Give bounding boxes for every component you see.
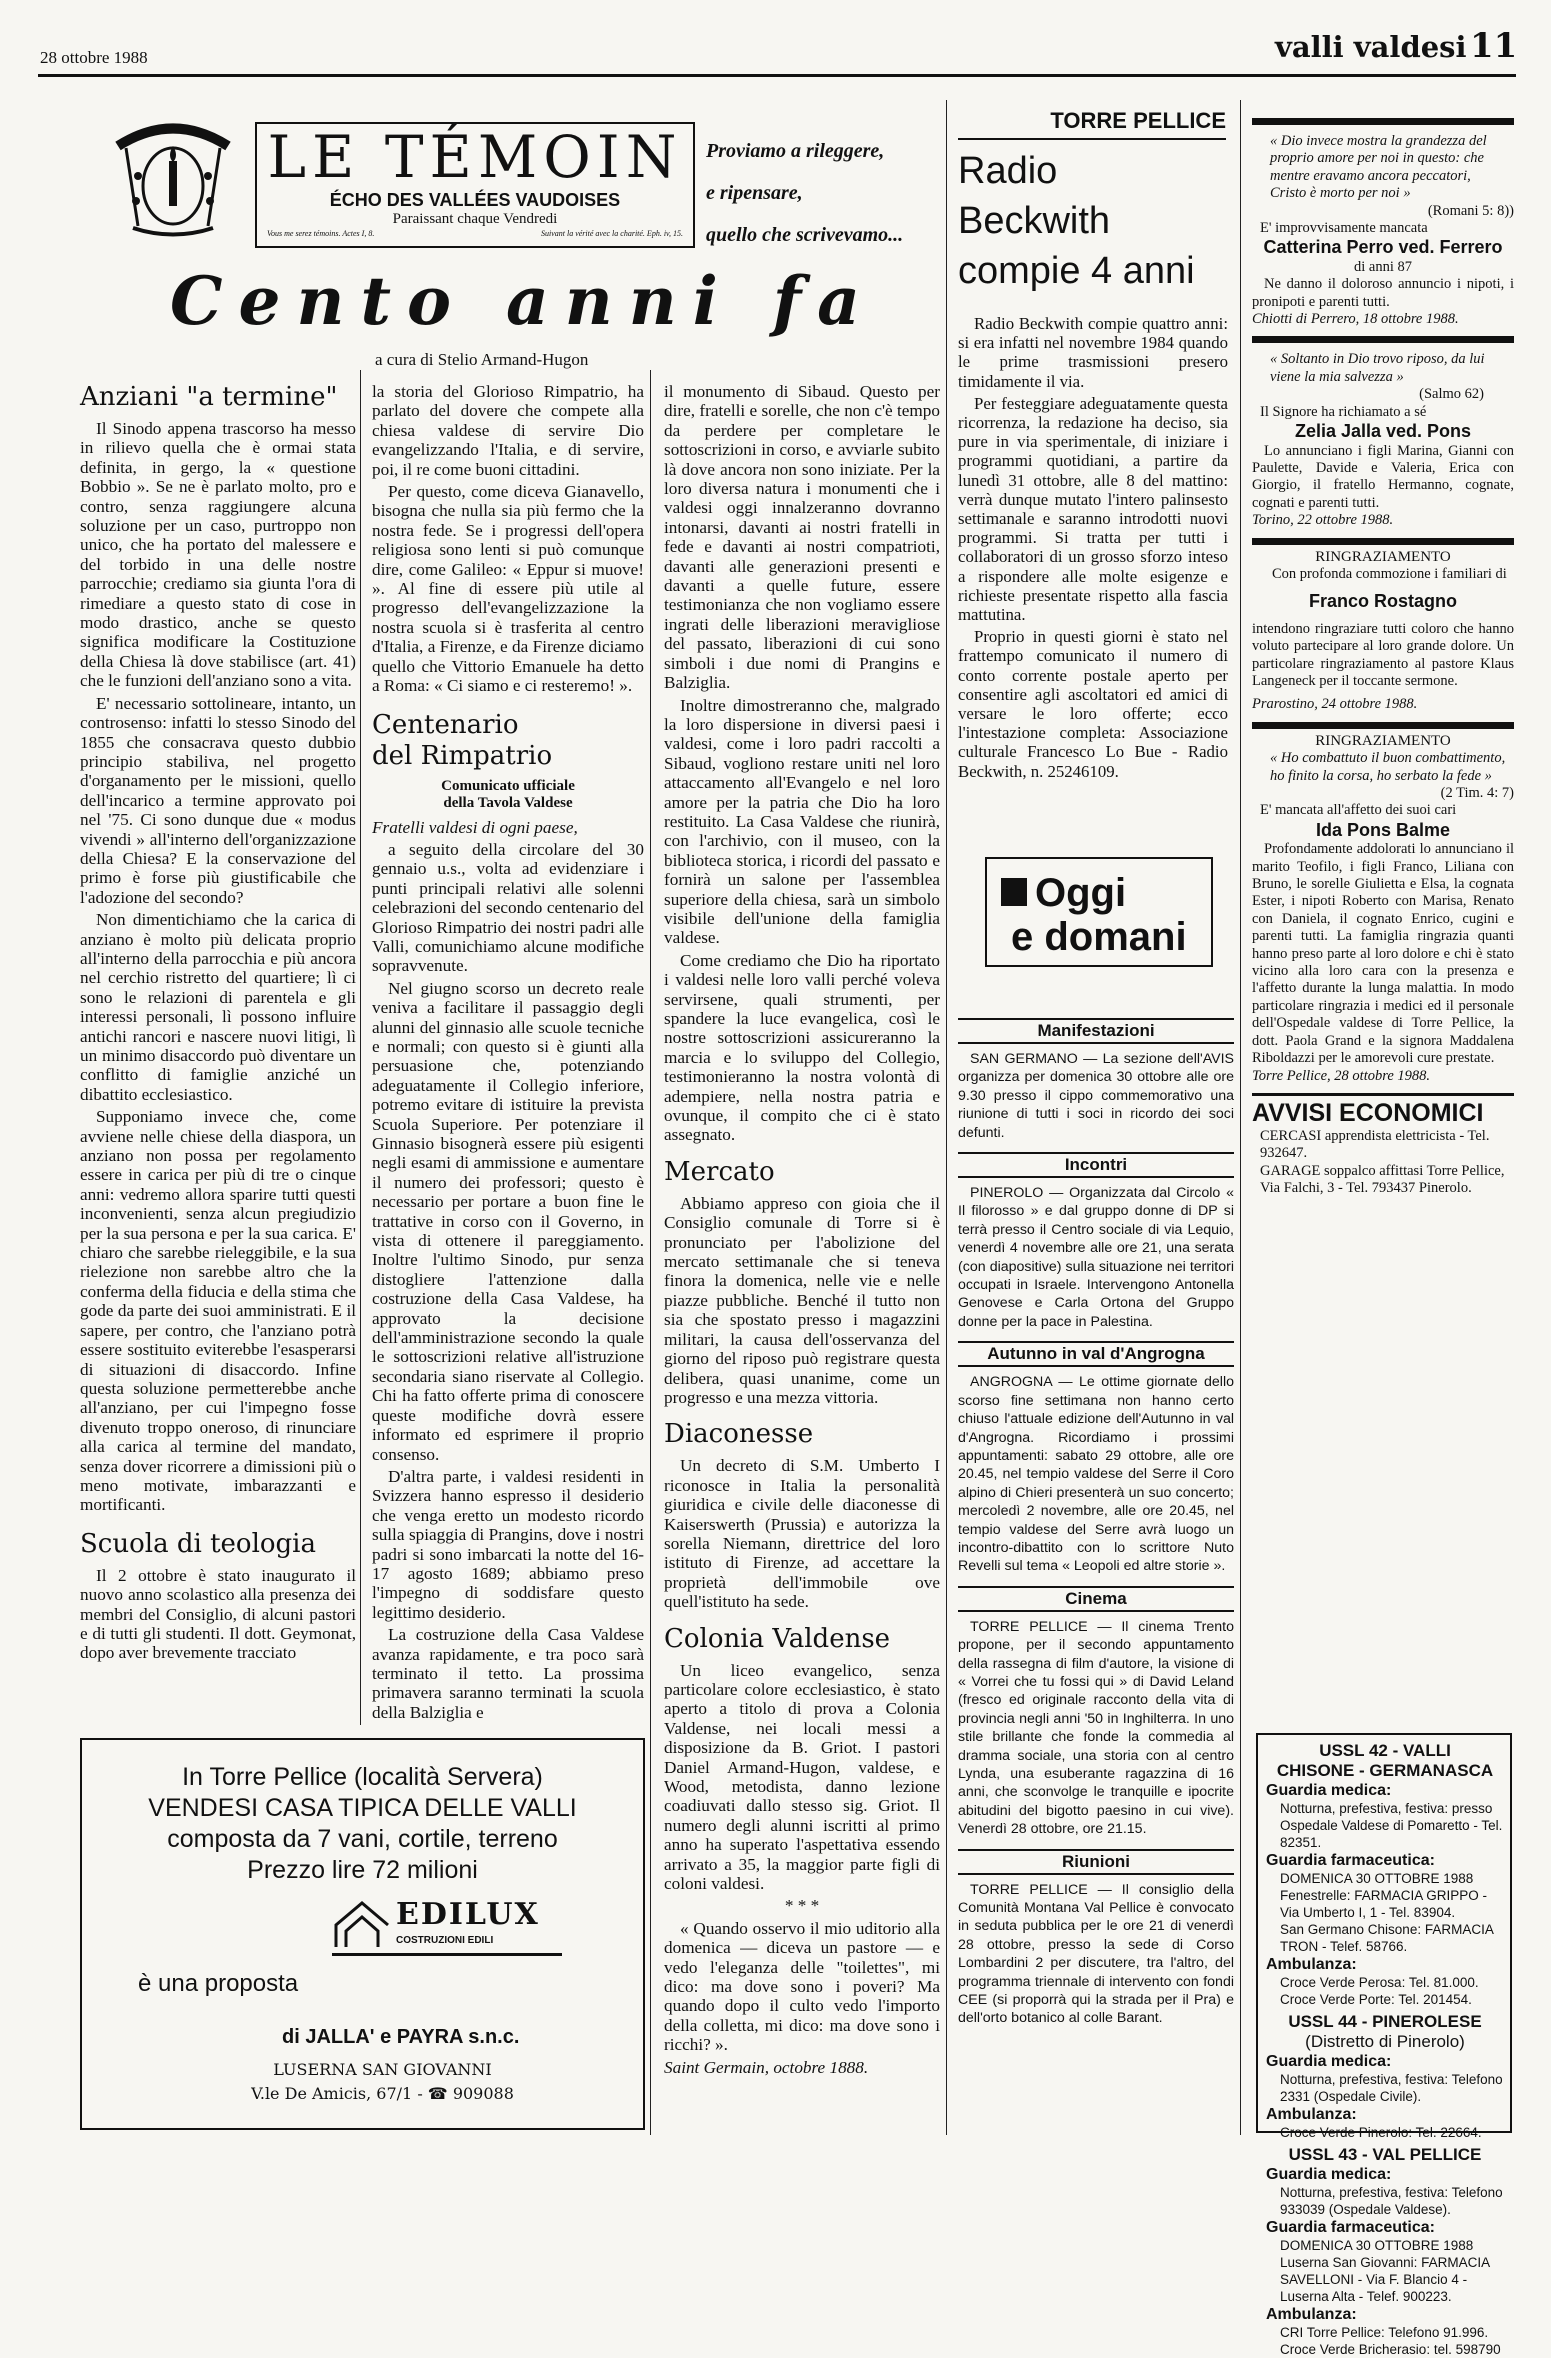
oggi-domani-box [985,857,1213,967]
service-line: Croce Verde Perosa: Tel. 81.000. [1280,1975,1479,1990]
motto-line: Proviamo a rileggere, [706,140,885,162]
event-text [958,1184,1234,1331]
column-4 [958,108,1228,781]
ussl-44-title [1266,2012,1504,2052]
issue-date: 28 ottobre 1988 [40,48,148,67]
service-line: Croce Verde Bricherasio: tel. 598790 [1280,2342,1501,2357]
column-rule [650,370,651,2135]
paragraph: Un liceo evangelico, senza particolare colore ecclesiastico, è stato aperto a titolo di prova a Colonia Valdense, nei locali messi a disposizione da B. Griot. I pastori Daniel Armand-Hugon, valdese, e Wood, metodista, danno lezione coadiuvati dallo stesso sig. Griot. Il numero degli alunni iscritti al primo anno ha superato l'aspettativa essendo arrivato a 35, la maggior parte figli di coloni valdesi. [664,1660,940,1894]
paragraph: ANGROGNA — Le ottime giornate dello scorso fine settimana non hanno certo chiuso l'attuale edizione dell'Autunno in val d'Angrogna. Ricordiamo i prossimi appuntamenti: sabato 29 ottobre, alle ore 20.45, nel tempio valdese del Serre il Coro alpino di Chieri presenterà un suo concerto; mercoledì 2 novembre, alle ore 20.45, nel tempio valdese del Serre avrà luogo un incontro-dibattito con lo scrittore Nuto Revelli sul tema « Leopoli ed altre storie ». [958,1374,1234,1575]
edilux-logo [332,1895,562,1965]
verse: « Ho combattuto il buon combattimento, ho finito la corsa, ho serbato la fede » [1270,750,1506,784]
ussl-42-list [1266,1781,1504,2008]
ad-line: VENDESI CASA TIPICA DELLE VALLI [148,1794,577,1822]
event-text [958,1881,1234,2028]
radio-headline [958,146,1226,296]
paragraph: Un decreto di S.M. Umberto I riconosce in Italia la personalità giuridica e civile delle diaconesse di Kaiserswerth (Prussia) e autorizza la sorella Niemann, direttrice del loro istituto di Firenze, ad accettare la proprietà dell'immobile ove quell'istituto ha sede. [664,1456,940,1612]
paragraph: Nel giugno scorso un decreto reale veniva a facilitare il passaggio degli alunni del ginnasio alle scuole tecniche e normali; con questo si è giunti alla persuasione che, potenziando adeguatamente il Collegio inferiore, potremo evitare di istituire la prevista Scuola Superiore. Per potenziare il Ginnasio bisognerà essere più esigenti negli esami di ammissione e aumentare il numero dei professori; questo è necessario per portare a buon fine le trattative in corso con il Governo, in vista di ottenere il pareggiamento. Inoltre l'ultimo Sinodo, pur senza distogliere l'attenzione dalla costruzione della Casa Valdese, ha approvato la decisione dell'amministrazione secondo la quale le sottoscrizioni relative all'istruzione secondaria siano riservate al Collegio. Chi ha fatto offerte prima di conoscere queste modifiche dovrà essere informato ed esprimere il proprio consenso. [372,978,644,1464]
paragraph: Per questo, come diceva Gianavello, bisogna che nulla sia più fermo che la nostra fede. Se i progressi dell'opera religiosa sono lenti si può comunque dire, come Galileo: « Eppur si muove! ». Al fine di essere più utile al progresso dell'evangelizzazione la nostra scuola si è trasferita al centro d'Italia, a Firenze, e da Firenze diciamo quello che Vittorio Emanuele ha detto a Roma: « Ci siamo e ci resteremo! ». [372,482,644,696]
headline-line: compie 4 anni [958,250,1195,292]
masthead-motto-left: Vous me serez témoins. Actes I, 8. [267,229,375,238]
paragraph: TORRE PELLICE — Il cinema Trento propone, per il secondo appuntamento della rassegna di film d'autore, la visione di « Vorrei che tu fossi qui » di David Leland (fresco ed originale racconto della vita di provincia negli anni '50 in Inghilterra. In uno stile brillante che fonde la commedia al dramma sociale, una storia con al centro Lynda, una esuberante ragazzina di 16 anni, che sconvolge le tranquille e ipocrite abitudini del bigotto paesino in cui vive). Venerdì 28 ottobre, ore 21.15. [958,1618,1234,1838]
ad-line: composta da 7 vani, cortile, terreno [167,1825,558,1853]
service-label: Ambulanza: [1266,2306,1357,2323]
paragraph: Il Sinodo appena trascorso ha messo in rilievo quella che è ormai stata definita, in gergo, la « questione Bobbio ». Se ne è parlato molto, pro e contro, senza raggiungere alcuna soluzione per un caso, purtroppo non unico, che ha portato del malessere e del torbido in una delle nostre parrocchie; crediamo sia giunta l'ora di rimediare a questo stato di cose in modo drastico, anche se questo significa modificare la Costituzione della Chiesa là dove stabilisce (art. 41) che le funzioni dell'anziano sono a vita. [80,419,356,691]
service-line: DOMENICA 30 OTTOBRE 1988 [1280,1871,1474,1886]
house-ad [80,1738,645,2130]
column-rule [1240,100,1241,2135]
ad-address: V.le De Amicis, 67/1 - ☎ 909088 [251,2084,514,2103]
ussl-42-title [1266,1741,1504,1781]
column-3 [664,382,940,2132]
radio-article [958,314,1228,781]
paragraph: TORRE PELLICE — Il consiglio della Comunità Montana Val Pellice è convocato in seduta pubblica per le ore 21 di venerdì 28 ottobre, presso la sede di Corso Lombardini 2 per discutere, tra l'altro, del programma triennale di intervento con fondi CEE (si proporrà qui la strada per il Pra) e dell'orto botanico al colle Barant. [958,1881,1234,2027]
notice-text: Lo annunciano i figli Marina, Gianni con Paulette, Davide e Valeria, Erica con Giorgio, il fratello Hermanno, cognate, cognati e parenti tutti. [1252,442,1514,511]
heading-diaconesse: Diaconesse [664,1419,814,1450]
paragraph: La costruzione della Casa Valdese avanza rapidamente, e tra poco sarà terminato il tetto. La prossima primavera saranno terminati la scuola della Balziglia e [372,1625,644,1722]
ad-line: In Torre Pellice (località Servera) [182,1763,543,1791]
service-label: Guardia medica: [1266,2166,1392,2183]
paragraph: E' necessario sottolineare, intanto, un controsenso: infatti lo stesso Sinodo del 1855 che consacrava questo dubbio principio stabiliva, nel progetto d'organamento per le missioni, quello dell'incarico a termine approvato poi nel '75. Ci sono dunque due « modus vivendi » all'interno dell'organizzazione della Chiesa? E la conservazione del primo è forse più giustificabile che l'adozione del secondo? [80,693,356,907]
column-2 [372,382,644,1727]
masthead-subtitle: ÉCHO DES VALLÉES VAUDOISES [329,190,621,210]
heading-centenario [372,710,644,772]
obituary-name: Franco Rostagno [1308,591,1457,612]
ad-price: Prezzo lire 72 milioni [247,1856,478,1884]
masthead-title-box [255,122,695,248]
logo-rule [332,1953,562,1956]
service-line: DOMENICA 30 OTTOBRE 1988 [1280,2238,1474,2253]
masthead-motto-right: Suivant la vérité avec la charité. Eph. iv, 15. [540,229,683,238]
paragraph: Supponiamo invece che, come avviene nelle chiese della diaspora, un anziano non possa per regolamento essere in carica per più di tre o cinque anni: vedremo allora sparire tutti questi inconvenienti, senza alcun pregiudizio per la sua persona e per la sua carica. E' chiaro che sarebbe rieleggibile, e la sua rielezione non sarebbe altro che la conferma della fiducia e della stima che gode da parte dei suoi amministrati. E il sapere, per contro, che l'anziano potrà essere sostituito eviterebbe l'esasperarsi di situazioni di disaccordo. Infine questa soluzione permetterebbe anche all'anziano, per cui l'impegno fosse divenuto troppo oneroso, di rinunciare alla carica al termine del mandato, senza dover ricorrere a dimissioni più o meno motivate, imbarazzanti e mortificanti. [80,1107,356,1515]
headline-line: Beckwith [958,200,1111,242]
separator-stars: * * * [784,1896,820,1916]
heading-line: Centenario [372,709,519,740]
verse-ref: (Romani 5: 8)) [1427,202,1514,219]
events-list [958,1018,1234,2030]
ad-company: di JALLA' e PAYRA s.n.c. [282,2026,520,2048]
section-incontri: Incontri [958,1152,1234,1178]
brand-name: EDILUX [396,1897,540,1932]
paragraph: PINEROLO — Organizzata dal Circolo « Il filorosso » e dal gruppo donne di DP si terrà presso il Centro sociale di via Lequio, venerdì 4 novembre alle ore 21, una serata (con diapositive) sulla situazione nei territori occupati in Israele. Intervengono Antonella Genovese e Carla Ortona del Gruppo donne per la pace in Palestina. [958,1185,1234,1330]
ussl-title-line: CHISONE - GERMANASCA [1276,1761,1494,1780]
paragraph: Il 2 ottobre è stato inaugurato il nuovo anno scolastico alla presenza dei membri del Consiglio, di alcuni pastori e di tutti gli studenti. Il dott. Geymonat, dopo aver brevemente tracciato [80,1565,356,1663]
ussl-43-title [1266,2145,1504,2165]
paragraph: Radio Beckwith compie quattro anni: si era infatti nel novembre 1984 quando le prime trasmissioni presero timidamente il via. [958,314,1228,391]
heading-line: del Rimpatrio [372,740,553,771]
paragraph: il monumento di Sibaud. Questo per dire, fratelli e sorelle, che non c'è tempo da perdere per completare le sottoscrizioni in corso, e avviarle subito là dove ancora non sono iniziate. Per la loro diversa natura i monumenti che i valdesi oggi innalzeranno dovranno intonarsi, davanti ai nostri fratelli in fede e davanti ai nostri compatrioti, davanti alle generazioni presenti e davanti a quelle future, essere testimonianza che non vogliamo essere ingrati delle liberazioni meravigliose del passato, liberazioni di cui sono simboli i due nomi di Prangins e Balziglia. [664,382,940,693]
ussl-title-line: USSL 44 - PINEROLESE [1288,2012,1482,2031]
comunicato-line: della Tavola Valdese [443,794,573,811]
motto-line: quello che scrivevamo... [706,224,904,246]
masthead-motto [706,130,956,256]
event-text [958,1050,1234,1142]
notice-place: Torino, 22 ottobre 1988. [1252,512,1394,529]
ad-town: LUSERNA SAN GIOVANNI [273,2060,492,2079]
headline-line: Radio [958,150,1058,192]
oggi-line: Oggi [1035,871,1127,915]
paragraph: « Quando osservo il mio uditorio alla domenica — diceva un pastore — e vedo l'eleganza delle "toilettes", mi dico: ma dove sono i poveri? Ma quando dopo il culto vedo l'importo della colletta, mi dico: ma dove sono i ricchi? ». [664,1918,940,2055]
comunicato [372,778,644,812]
service-line: San Germano Chisone: FARMACIA TRON - Telef. 58766. [1280,1922,1494,1954]
notice-text: Profondamente addolorati lo annunciano il marito Teofilo, i figli Franco, Liliana con Bruno, le sorelle Giulietta e Elsa, la cognata Ester, i nipoti Roberto con Marisa, Renato con Daniela, il cognato Enrico, cugini e parenti tutti. La famiglia ringrazia quanti hanno preso parte al loro dolore e chi è stato vicino alla loro cara con la presenza e l'affetto durante la lunga malattia. In modo particolare ringrazia i medici ed il personale dell'Ospedale valdese di Torre Pellice, la dott. Paola Grand e la signora Maddalena Riboldazzi per le amorevoli cure prestate. [1252,841,1514,1067]
ussl-title-line: (Distretto di Pinerolo) [1305,2032,1465,2051]
section-manifestazioni: Manifestazioni [958,1018,1234,1044]
service-line: Croce Verde Porte: Tel. 201454. [1280,1992,1472,2007]
thanks-heading: RINGRAZIAMENTO [1315,732,1451,749]
notice-bar [1252,538,1514,545]
page-number: 11 [1470,26,1518,66]
notice-place: Chiotti di Perrero, 18 ottobre 1988. [1252,311,1459,328]
notice-text: intendono ringraziare tutti coloro che hanno voluto partecipare al loro grande dolore. Un particolare ringraziamento al pastore Klaus Langeneck per il toccante sermone. [1252,620,1514,689]
notice-place: Torre Pellice, 28 ottobre 1988. [1252,1067,1431,1084]
paragraph: Non dimentichiamo che la carica di anziano è molto più delicata proprio all'interno della parrocchia e più ancora nel cerchio ristretto del quartiere; lì ci sono le relazioni di parentela e gli interessi personali, lì possono influire antichi rancori e nascere nuovi litigi, lì un minimo disaccordo può diventare un conflitto di famiglie anziché un dibattito ecclesiastico. [80,910,356,1104]
notice-bar [1252,722,1514,729]
notice-text: Ne danno il doloroso annuncio i nipoti, i pronipoti e parenti tutti. [1252,276,1514,310]
section-autunno: Autunno in val d'Angrogna [958,1341,1234,1367]
paragraph: D'altra parte, i valdesi residenti in Svizzera hanno espresso il desiderio che venga eretto un modesto ricordo sulla spiaggia di Prangins, dove i nostri padri si sono imbarcati la notte del 16-17 agosto 1689; abbiamo preso l'impegno di soddisfare questo legittimo desiderio. [372,1466,644,1622]
paragraph: a seguito della circolare del 30 gennaio u.s., volta ad evidenziare i punti principali relativi alle solenni celebrazioni del secondo centenario del Glorioso Rimpatrio dei nostri padri alle Valli, comunichiamo alcune modifiche sopravvenute. [372,839,644,976]
heading-scuola: Scuola di teologia [80,1528,316,1559]
ussl-box [1256,1733,1512,2357]
service-label: Guardia medica: [1266,2053,1392,2070]
paragraph: SAN GERMANO — La sezione dell'AVIS organizza per domenica 30 ottobre alle ore 9.30 presso il cippo commemorativo una riunione di tutti i soci in ricordo dei soci defunti. [958,1051,1234,1141]
paragraph: Proprio in questi giorni è stato nel frattempo comunicato il numero di conto corrente postale aperto per consentire agli ascoltatori ed amici di versare le loro offerte; ecco l'intestazione completa: Associazione culturale Francesco Lo Bue - Radio Beckwith, n. 25246109. [958,627,1228,781]
section-riunioni: Riunioni [958,1849,1234,1875]
service-label: Ambulanza: [1266,1956,1357,1973]
candlestick-emblem-icon [98,116,248,246]
service-line: CRI Torre Pellice: Telefono 91.996. [1280,2325,1489,2340]
feature-title: Cento anni fa [170,262,876,340]
notice-place: Prarostino, 24 ottobre 1988. [1252,696,1418,713]
byline: a cura di Stelio Armand-Hugon [375,350,589,369]
notice-bar [1252,336,1514,343]
verse-ref: (2 Tim. 4: 7) [1440,785,1514,801]
masthead-weekly: Paraissant chaque Vendredi [392,211,558,227]
service-label: Guardia medica: [1266,1782,1392,1799]
header-rule [38,74,1516,77]
service-label: Ambulanza: [1266,2106,1357,2123]
column-1 [80,382,356,1727]
brand-sub: COSTRUZIONI EDILI [396,1935,494,1946]
service-label: Guardia farmaceutica: [1266,1852,1435,1869]
verse: « Soltanto in Dio trovo riposo, da lui viene la mia salvezza » [1270,351,1485,385]
paragraph: Per festeggiare adeguatamente questa ricorrenza, la redazione ha deciso, sia pure in via sperimentale, di iniziare i programmi quotidiani, a partire da lunedì 31 ottobre, alle 8 del mattino: verrà dunque mutato l'intero palinsesto settimanale e saranno introdotti nuovi programmi. Si tratta per tutti i collaboratori di un grosso sforzo inteso a rispondere alle molte esigenze e richieste presentate rispetto alla fascia mattutina. [958,393,1228,625]
notice-bar [1252,1093,1514,1096]
square-bullet-icon [1001,878,1027,906]
ussl-title-line: USSL 43 - VAL PELLICE [1288,2145,1482,2164]
service-line: Croce Verde Pinerolo: Tel. 22664. [1280,2125,1482,2140]
paragraph: Come crediamo che Dio ha riportato i valdesi nelle loro valli perché voleva servirsene, quali strumenti, per spandere la luce evangelica, così le nostre sottoscrizioni assicureranno la marcia e lo sviluppo del Collegio, testimonieranno la nostra volontà di adempiere, nella nostra patria e ovunque, il compito che ci è stato assegnato. [664,950,940,1145]
service-line: Notturna, prefestiva, festiva: Telefono 2331 (Ospedale Civile). [1280,2072,1503,2104]
service-label: Guardia farmaceutica: [1266,2219,1435,2236]
service-line: Notturna, prefestiva, festiva: Telefono 933039 (Ospedale Valdese). [1280,2185,1503,2217]
ussl-43-list [1266,2165,1504,2358]
event-text [958,1618,1234,1839]
notice-bar [1252,118,1514,125]
salutation: Fratelli valdesi di ogni paese, [372,817,578,837]
obituary-name: Zelia Jalla ved. Pons [1294,421,1472,442]
signature: Saint Germain, octobre 1888. [664,2057,869,2077]
paragraph: la storia del Glorioso Rimpatrio, ha parlato del dovere che compete alla chiesa valdese di servire Dio evangelizzando l'Italia, e di servire, poi, il re come buoni cittadini. [372,382,644,479]
classified-ad: CERCASI apprendista elettricista - Tel. 932647. [1260,1127,1490,1162]
ussl-44-list [1266,2052,1504,2141]
notice-pre: Con profonda commozione i familiari di [1272,565,1507,582]
obituary-name: Ida Pons Balme [1315,819,1451,840]
avvisi-title: AVVISI ECONOMICI [1252,1098,1484,1127]
notice-pre: E' mancata all'affetto dei suoi cari [1260,802,1457,819]
obituary-name: Catterina Perro ved. Ferrero [1263,237,1503,258]
oggi-line: e domani [1011,915,1187,959]
column-5 [1252,118,1514,1198]
event-text [958,1373,1234,1575]
service-line: Notturna, prefestiva, festiva: presso Ospedale Valdese di Pomaretto - Tel. 82351. [1280,1801,1503,1850]
service-line: Fenestrelle: FARMACIA GRIPPO - Via Umberto I, 1 - Tel. 83904. [1280,1888,1488,1920]
verse: « Dio invece mostra la grandezza del proprio amore per noi in questo: che mentre eravamo ancora peccatori, Cristo è morto per noi » [1270,133,1487,202]
newspaper-name: valli valdesi [1275,30,1467,64]
section-label: TORRE PELLICE [958,108,1226,140]
classified-ad: GARAGE soppalco affittasi Torre Pellice, Via Falchi, 3 - Tel. 793437 Pinerolo. [1260,1162,1505,1197]
section-cinema: Cinema [958,1586,1234,1612]
notice-pre: Il Signore ha richiamato a sé [1260,403,1427,420]
ad-proposal: è una proposta [138,1970,299,1997]
heading-colonia: Colonia Valdense [664,1623,891,1654]
paragraph: Inoltre dimostreranno che, malgrado la loro dispersione in diversi paesi i valdesi, come i loro padri raccolti a Sibaud, vogliono restare uniti nel loro attaccamento all'Evangelo e nel loro amore per la patria che Dio ha loro restituito. La Casa Valdese che riunirà, con l'archivio, con il museo, con la biblioteca storica, i ricordi del passato e fornirà un salone per l'assemblea superiore della chiesa, sarà un simbolo visibile dell'unione della famiglia valdese. [664,695,940,948]
obituary-age: di anni 87 [1354,258,1412,275]
verse-ref: (Salmo 62) [1419,386,1484,403]
roof-logo-icon [332,1895,392,1955]
comunicato-line: Comunicato ufficiale [441,777,575,794]
heading-anziani: Anziani "a termine" [80,382,338,412]
notice-pre: E' improvvisamente mancata [1260,220,1428,237]
masthead-emblem [98,116,248,246]
paragraph: Abbiamo appreso con gioia che il Consiglio comunale di Torre si è pronunciato per l'abolizione del mercato settimanale che si teneva finora la domenica, nelle vie e nelle piazze pubbliche. Benché il tutto non sia che spostato presso i magazzini militari, la causa dell'osservanza del giorno del riposo può registrare questa delibera, quasi unanime, come un progresso e una mezza vittoria. [664,1193,940,1407]
heading-mercato: Mercato [664,1156,775,1187]
ussl-title-line: USSL 42 - VALLI [1319,1741,1451,1760]
motto-line: e ripensare, [706,182,803,204]
masthead-title: LE TÉMOIN [267,123,683,191]
service-line: Luserna San Giovanni: FARMACIA SAVELLONI - Via F. Blancio 4 - Luserna Alta - Telef. 900223. [1280,2255,1490,2304]
thanks-heading: RINGRAZIAMENTO [1315,548,1451,565]
column-rule [360,370,361,1725]
column-rule [946,100,947,2135]
